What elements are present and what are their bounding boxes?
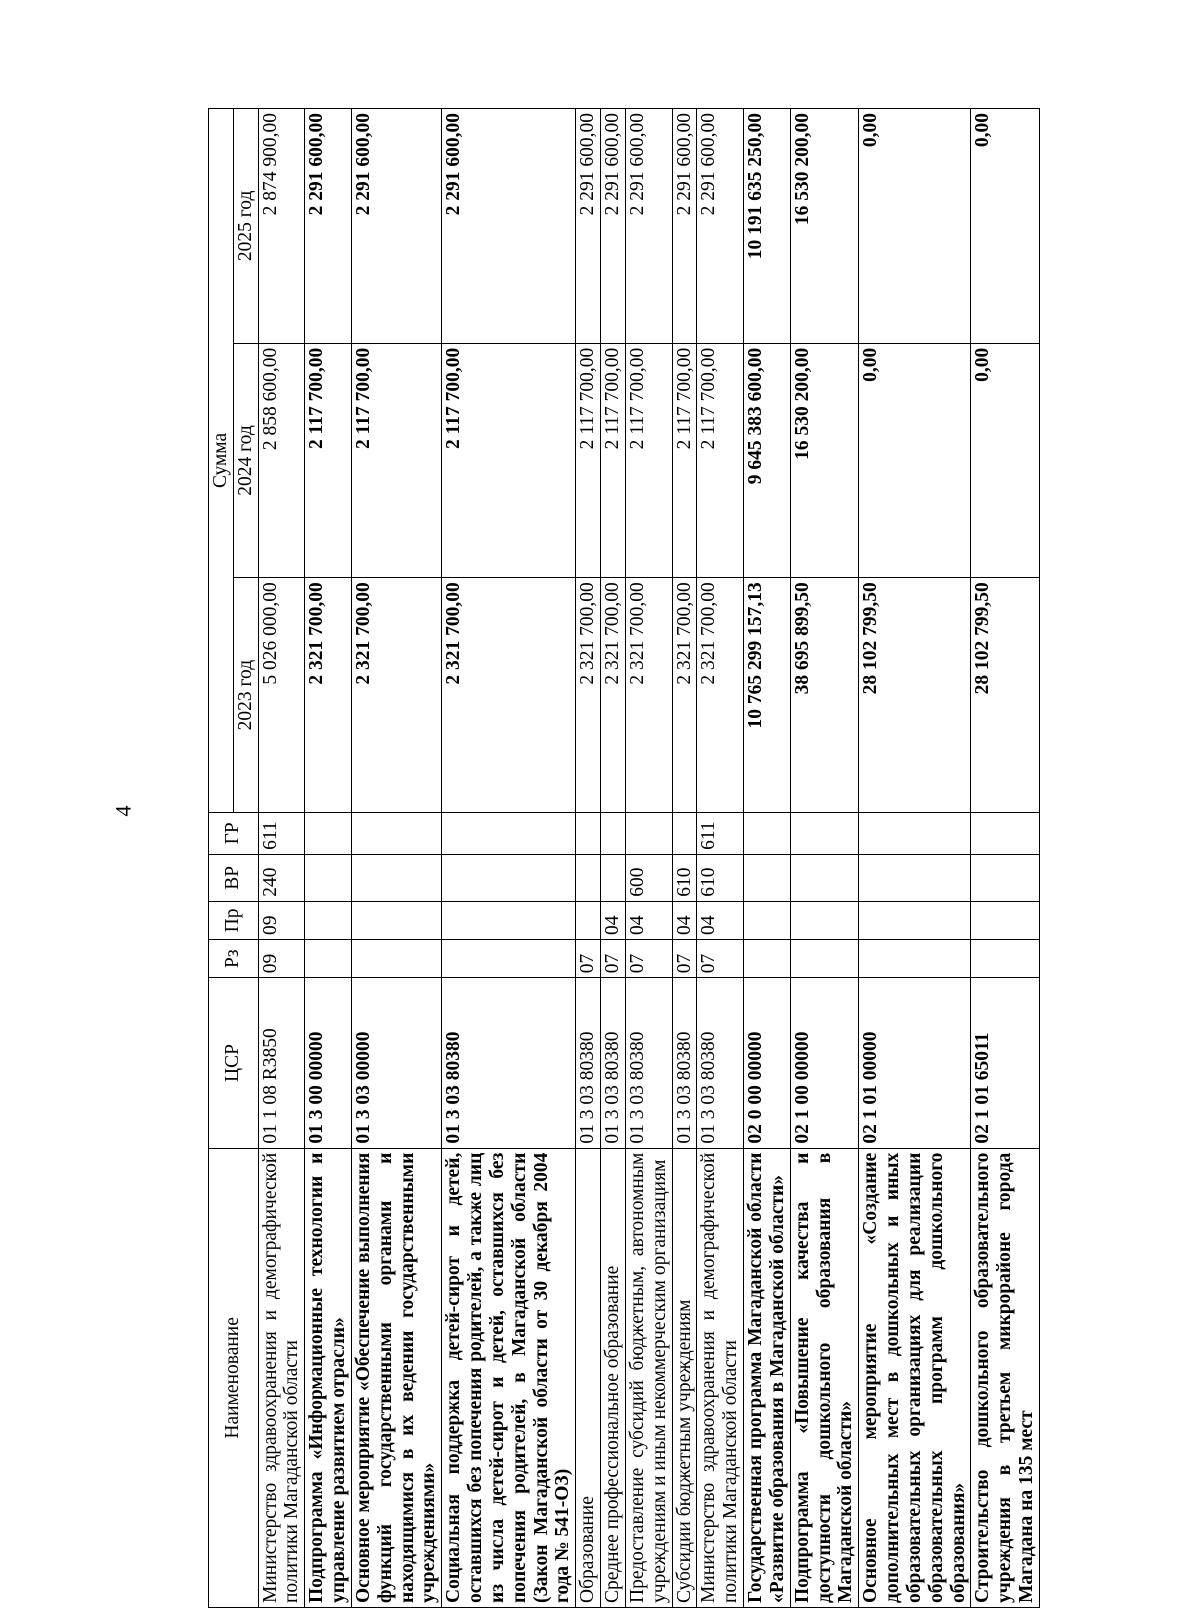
cell-amount-2023: 28 102 799,50 (971, 578, 1039, 813)
cell-rz: 07 (672, 940, 697, 978)
cell-vr: 240 (258, 854, 305, 901)
cell-pr: 09 (258, 901, 305, 939)
cell-csr: 02 1 01 00000 (859, 978, 971, 1148)
cell-amount-2025: 2 291 600,00 (442, 109, 576, 344)
cell-rz (351, 940, 441, 978)
cell-amount-2024: 16 530 200,00 (790, 343, 858, 578)
cell-pr: 04 (601, 901, 626, 939)
cell-name: Строительство дошкольного образовательного учреждения в третьем микрорайоне города Магадана на 135 мест (971, 1148, 1039, 1607)
cell-pr (442, 901, 576, 939)
cell-amount-2025: 2 291 600,00 (672, 109, 697, 344)
cell-amount-2023: 5 026 000,00 (258, 578, 305, 813)
cell-amount-2024: 2 117 700,00 (601, 343, 626, 578)
cell-vr (305, 854, 352, 901)
cell-csr: 02 1 01 65011 (971, 978, 1039, 1148)
header-year-2025: 2025 год (233, 109, 258, 344)
cell-rz: 07 (625, 940, 672, 978)
cell-amount-2023: 28 102 799,50 (859, 578, 971, 813)
cell-name: Среднее профессиональное образование (601, 1148, 626, 1607)
cell-name: Основное мероприятие «Создание дополнительных мест в дошкольных и иных образовательных организациях для реализации образовательных программ дошкольного образования» (859, 1148, 971, 1607)
header-rz: Рз (209, 940, 259, 978)
cell-gr: 611 (697, 812, 744, 854)
cell-amount-2024: 2 117 700,00 (351, 343, 441, 578)
table-row (576, 109, 601, 1608)
cell-gr (859, 812, 971, 854)
cell-csr: 02 0 00 00000 (744, 978, 791, 1148)
cell-pr (576, 901, 601, 939)
cell-csr: 01 3 03 80380 (697, 978, 744, 1148)
table-row (790, 109, 858, 1608)
cell-gr (625, 812, 672, 854)
table-row (744, 109, 791, 1608)
cell-pr (859, 901, 971, 939)
budget-table (208, 108, 1040, 1608)
cell-gr (790, 812, 858, 854)
cell-amount-2023: 38 695 899,50 (790, 578, 858, 813)
cell-vr: 610 (672, 854, 697, 901)
cell-csr: 01 1 08 R3850 (258, 978, 305, 1148)
cell-vr (601, 854, 626, 901)
cell-rz (744, 940, 791, 978)
cell-amount-2024: 0,00 (971, 343, 1039, 578)
header-year-2024: 2024 год (233, 343, 258, 578)
cell-amount-2024: 2 117 700,00 (576, 343, 601, 578)
cell-pr: 04 (625, 901, 672, 939)
cell-amount-2025: 2 291 600,00 (351, 109, 441, 344)
cell-amount-2023: 2 321 700,00 (576, 578, 601, 813)
header-vr: ВР (209, 854, 259, 901)
cell-amount-2024: 2 117 700,00 (672, 343, 697, 578)
table-row (442, 109, 576, 1608)
table-body (258, 109, 1039, 1608)
cell-csr: 01 3 03 80380 (625, 978, 672, 1148)
cell-amount-2024: 2 117 700,00 (305, 343, 352, 578)
cell-rz: 09 (258, 940, 305, 978)
cell-gr (351, 812, 441, 854)
cell-amount-2024: 0,00 (859, 343, 971, 578)
cell-amount-2024: 2 117 700,00 (697, 343, 744, 578)
cell-amount-2025: 10 191 635 250,00 (744, 109, 791, 344)
cell-amount-2025: 2 291 600,00 (305, 109, 352, 344)
cell-vr (442, 854, 576, 901)
cell-amount-2023: 10 765 299 157,13 (744, 578, 791, 813)
cell-name: Министерство здравоохранения и демографической политики Магаданской области (258, 1148, 305, 1607)
cell-name: Подпрограмма «Информационные технологии и управление развитием отрасли» (305, 1148, 352, 1607)
cell-amount-2025: 0,00 (859, 109, 971, 344)
table-row (697, 109, 744, 1608)
cell-rz (790, 940, 858, 978)
cell-csr: 01 3 00 00000 (305, 978, 352, 1148)
cell-csr: 01 3 03 80380 (601, 978, 626, 1148)
cell-amount-2024: 2 858 600,00 (258, 343, 305, 578)
cell-amount-2023: 2 321 700,00 (305, 578, 352, 813)
header-pr: Пр (209, 901, 259, 939)
cell-name: Подпрограмма «Повышение качества и доступности дошкольного образования в Магаданской области» (790, 1148, 858, 1607)
cell-pr: 04 (672, 901, 697, 939)
cell-gr (305, 812, 352, 854)
table-row (351, 109, 441, 1608)
cell-vr: 610 (697, 854, 744, 901)
cell-rz: 07 (601, 940, 626, 978)
cell-pr (790, 901, 858, 939)
cell-pr (351, 901, 441, 939)
cell-name: Социальная поддержка детей-сирот и детей, оставшихся без попечения родителей, а также лиц из числа детей-сирот и детей, оставшихся без попечения родителей, в Магаданской области (Закон Магаданской области от 30 декабря 2004 года № 541-ОЗ) (442, 1148, 576, 1607)
cell-name: Образование (576, 1148, 601, 1607)
cell-csr: 01 3 03 80380 (576, 978, 601, 1148)
cell-name: Министерство здравоохранения и демографической политики Магаданской области (697, 1148, 744, 1607)
page-number: 4 (110, 805, 136, 817)
cell-pr: 04 (697, 901, 744, 939)
cell-csr: 01 3 03 80380 (672, 978, 697, 1148)
cell-amount-2025: 16 530 200,00 (790, 109, 858, 344)
table-row (601, 109, 626, 1608)
table-row (625, 109, 672, 1608)
header-name: Наименование (209, 1148, 259, 1607)
cell-rz (971, 940, 1039, 978)
cell-name: Предоставление субсидий бюджетным, автономным учреждениям и иным некоммерческим организациям (625, 1148, 672, 1607)
cell-csr: 02 1 00 00000 (790, 978, 858, 1148)
cell-vr (744, 854, 791, 901)
cell-vr (859, 854, 971, 901)
cell-rz (305, 940, 352, 978)
cell-amount-2023: 2 321 700,00 (697, 578, 744, 813)
cell-gr (971, 812, 1039, 854)
cell-pr (744, 901, 791, 939)
cell-name: Государственная программа Магаданской области «Развитие образования в Магаданской области» (744, 1148, 791, 1607)
table-row (859, 109, 971, 1608)
cell-pr (305, 901, 352, 939)
cell-amount-2024: 2 117 700,00 (442, 343, 576, 578)
cell-name: Основное мероприятие «Обеспечение выполнения функций государственными органами и находящимися в их ведении государственными учреждениями» (351, 1148, 441, 1607)
budget-table-wrapper (208, 108, 1100, 1608)
cell-vr: 600 (625, 854, 672, 901)
cell-amount-2023: 2 321 700,00 (601, 578, 626, 813)
cell-gr (576, 812, 601, 854)
cell-rz (442, 940, 576, 978)
cell-csr: 01 3 03 00000 (351, 978, 441, 1148)
cell-gr (744, 812, 791, 854)
cell-amount-2023: 2 321 700,00 (625, 578, 672, 813)
header-sum: Сумма (209, 109, 234, 813)
table-row (672, 109, 697, 1608)
cell-gr (442, 812, 576, 854)
cell-amount-2025: 2 291 600,00 (576, 109, 601, 344)
header-gr: ГР (209, 812, 259, 854)
cell-vr (790, 854, 858, 901)
cell-gr (601, 812, 626, 854)
cell-rz: 07 (697, 940, 744, 978)
cell-amount-2025: 2 291 600,00 (697, 109, 744, 344)
table-row (305, 109, 352, 1608)
cell-amount-2024: 2 117 700,00 (625, 343, 672, 578)
cell-amount-2023: 2 321 700,00 (351, 578, 441, 813)
cell-amount-2025: 2 291 600,00 (625, 109, 672, 344)
cell-amount-2024: 9 645 383 600,00 (744, 343, 791, 578)
cell-rz (859, 940, 971, 978)
table-row (971, 109, 1039, 1608)
cell-vr (576, 854, 601, 901)
header-row-1 (209, 109, 234, 1608)
table-row (258, 109, 305, 1608)
cell-gr (672, 812, 697, 854)
cell-name: Субсидии бюджетным учреждениям (672, 1148, 697, 1607)
cell-rz: 07 (576, 940, 601, 978)
header-year-2023: 2023 год (233, 578, 258, 813)
cell-vr (351, 854, 441, 901)
cell-amount-2025: 2 874 900,00 (258, 109, 305, 344)
cell-gr: 611 (258, 812, 305, 854)
cell-amount-2023: 2 321 700,00 (672, 578, 697, 813)
cell-amount-2025: 0,00 (971, 109, 1039, 344)
cell-pr (971, 901, 1039, 939)
cell-csr: 01 3 03 80380 (442, 978, 576, 1148)
cell-amount-2025: 2 291 600,00 (601, 109, 626, 344)
header-csr: ЦСР (209, 978, 259, 1148)
cell-amount-2023: 2 321 700,00 (442, 578, 576, 813)
cell-vr (971, 854, 1039, 901)
